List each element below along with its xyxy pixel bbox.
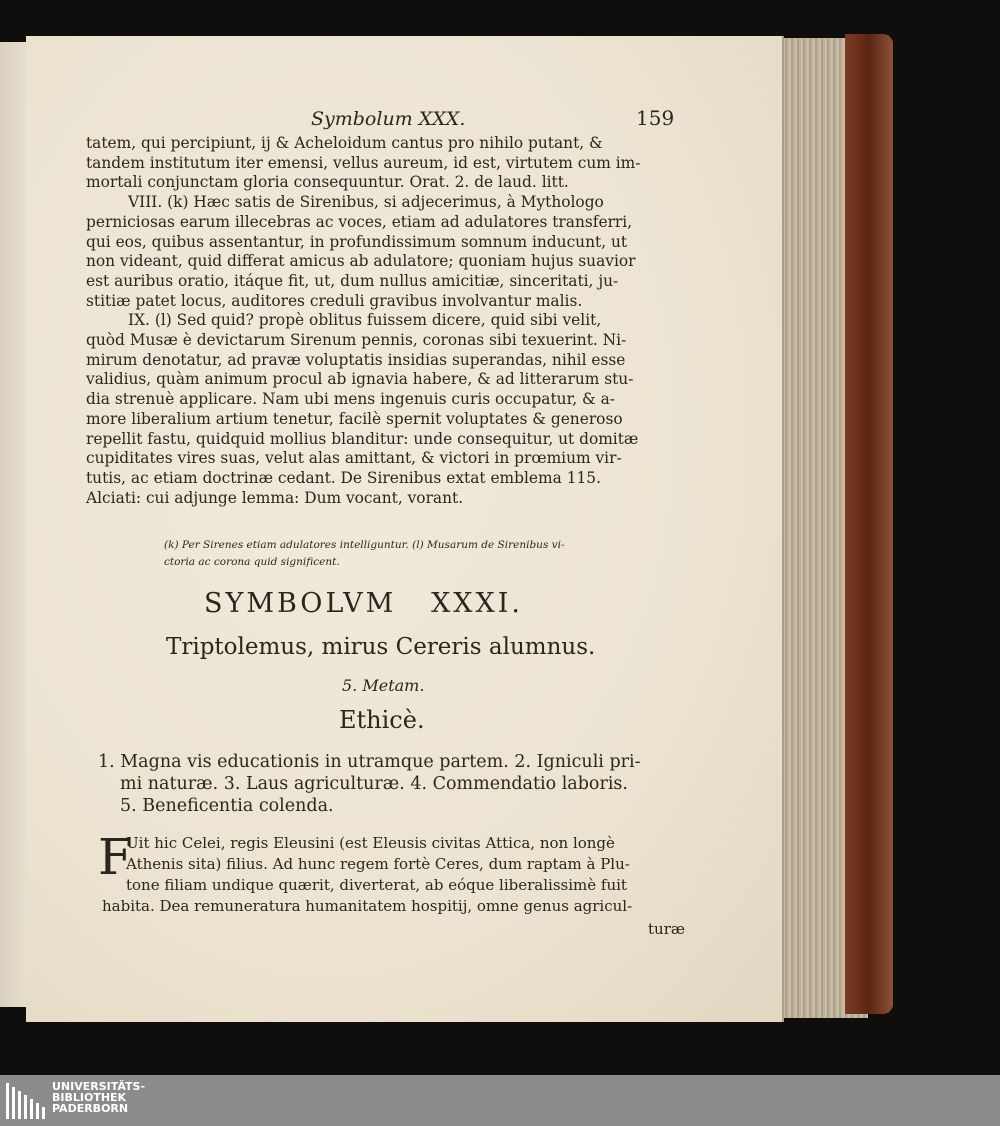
library-logo-icon <box>6 1083 46 1119</box>
body-text-line: mirum denotatur, ad pravæ voluptatis insidias superandas, nihil esse <box>86 350 626 369</box>
body-text-line: tatem, qui percipiunt, ij & Acheloidum cantus pro nihilo putant, & <box>86 134 603 152</box>
section-title: SYMBOLVM XXXI. <box>204 588 523 619</box>
body-text-line: tutis, ac etiam doctrinæ cedant. De Sirenibus extat emblema 115. <box>86 468 601 487</box>
final-text-line: Uit hic Celei, regis Eleusini (est Eleusis civitas Attica, non longè <box>126 834 615 852</box>
library-footer-bar <box>0 1075 1000 1126</box>
final-text-line: habita. Dea remuneratura humanitatem hospitij, omne genus agricul- <box>102 897 633 915</box>
library-name: UNIVERSITÄTS- BIBLIOTHEK PADERBORN <box>52 1080 146 1115</box>
body-text-line: quòd Musæ è devictarum Sirenum pennis, coronas sibi texuerint. Ni- <box>86 331 627 349</box>
page-number: 159 <box>636 106 675 130</box>
section-subtitle: Triptolemus, mirus Cereris alumnus. <box>166 634 596 660</box>
book-page <box>26 36 782 1022</box>
body-text-line: cupiditates vires suas, velut alas amittant, & victori in prœmium vir- <box>86 449 622 468</box>
body-text-line: non videant, quid differat amicus ab adulatore; quoniam hujus suavior <box>86 252 636 271</box>
final-text-line: tone filiam undique quærit, diverterat, ab eóque liberalissimè fuit <box>126 876 627 894</box>
section-source: 5. Metam. <box>342 676 425 695</box>
final-text-line: Athenis sita) filius. Ad hunc regem fortè Ceres, dum raptam à Plu- <box>126 855 630 873</box>
body-text-line: mortali conjunctam gloria consequuntur. Orat. 2. de laud. litt. <box>86 173 569 192</box>
body-text-line: validius, quàm animum procul ab ignavia habere, & ad litterarum stu- <box>86 370 634 389</box>
drop-cap: F <box>98 828 133 886</box>
body-text-line: perniciosas earum illecebras ac voces, etiam ad adulatores transferri, <box>86 212 633 231</box>
topics-line: 1. Magna vis educationis in utramque partem. 2. Igniculi pri- <box>98 752 641 772</box>
body-text-line: VIII. (k) Hæc satis de Sirenibus, si adjecerimus, à Mythologo <box>128 193 604 212</box>
footnotes-line: (k) Per Sirenes etiam adulatores intelliguntur. (l) Musarum de Sirenibus vi- <box>164 539 565 551</box>
body-text-line: IX. (l) Sed quid? propè oblitus fuissem dicere, quid sibi velit, <box>128 311 602 330</box>
running-head: Symbolum XXX. <box>311 108 466 130</box>
topics-line: mi naturæ. 3. Laus agriculturæ. 4. Commendatio laboris. <box>120 774 628 794</box>
body-text-line: Alciati: cui adjunge lemma: Dum vocant, vorant. <box>86 488 464 507</box>
body-text-line: dia strenuè applicare. Nam ubi mens ingenuis curis occupatur, & a- <box>86 390 615 409</box>
body-text-line: tandem institutum iter emensi, vellus aureum, id est, virtutem cum im- <box>86 153 641 172</box>
section-heading: Ethicè. <box>339 706 425 734</box>
catchword: turæ <box>648 920 685 938</box>
footnotes-line: ctoria ac corona quid significent. <box>164 556 340 568</box>
body-text-line: stitiæ patet locus, auditores creduli gravibus involvantur malis. <box>86 291 583 310</box>
topics-line: 5. Beneficentia colenda. <box>120 796 334 816</box>
body-text-line: qui eos, quibus assentantur, in profundissimum somnum inducunt, ut <box>86 232 628 251</box>
leather-cover <box>845 34 893 1014</box>
body-text-line: est auribus oratio, itáque fit, ut, dum nullus amicitiæ, sinceritati, ju- <box>86 271 619 290</box>
body-text-line: more liberalium artium tenetur, facilè spernit voluptates & generoso <box>86 409 623 428</box>
body-text-line: repellit fastu, quidquid mollius blanditur: unde consequitur, ut domitæ <box>86 429 639 448</box>
